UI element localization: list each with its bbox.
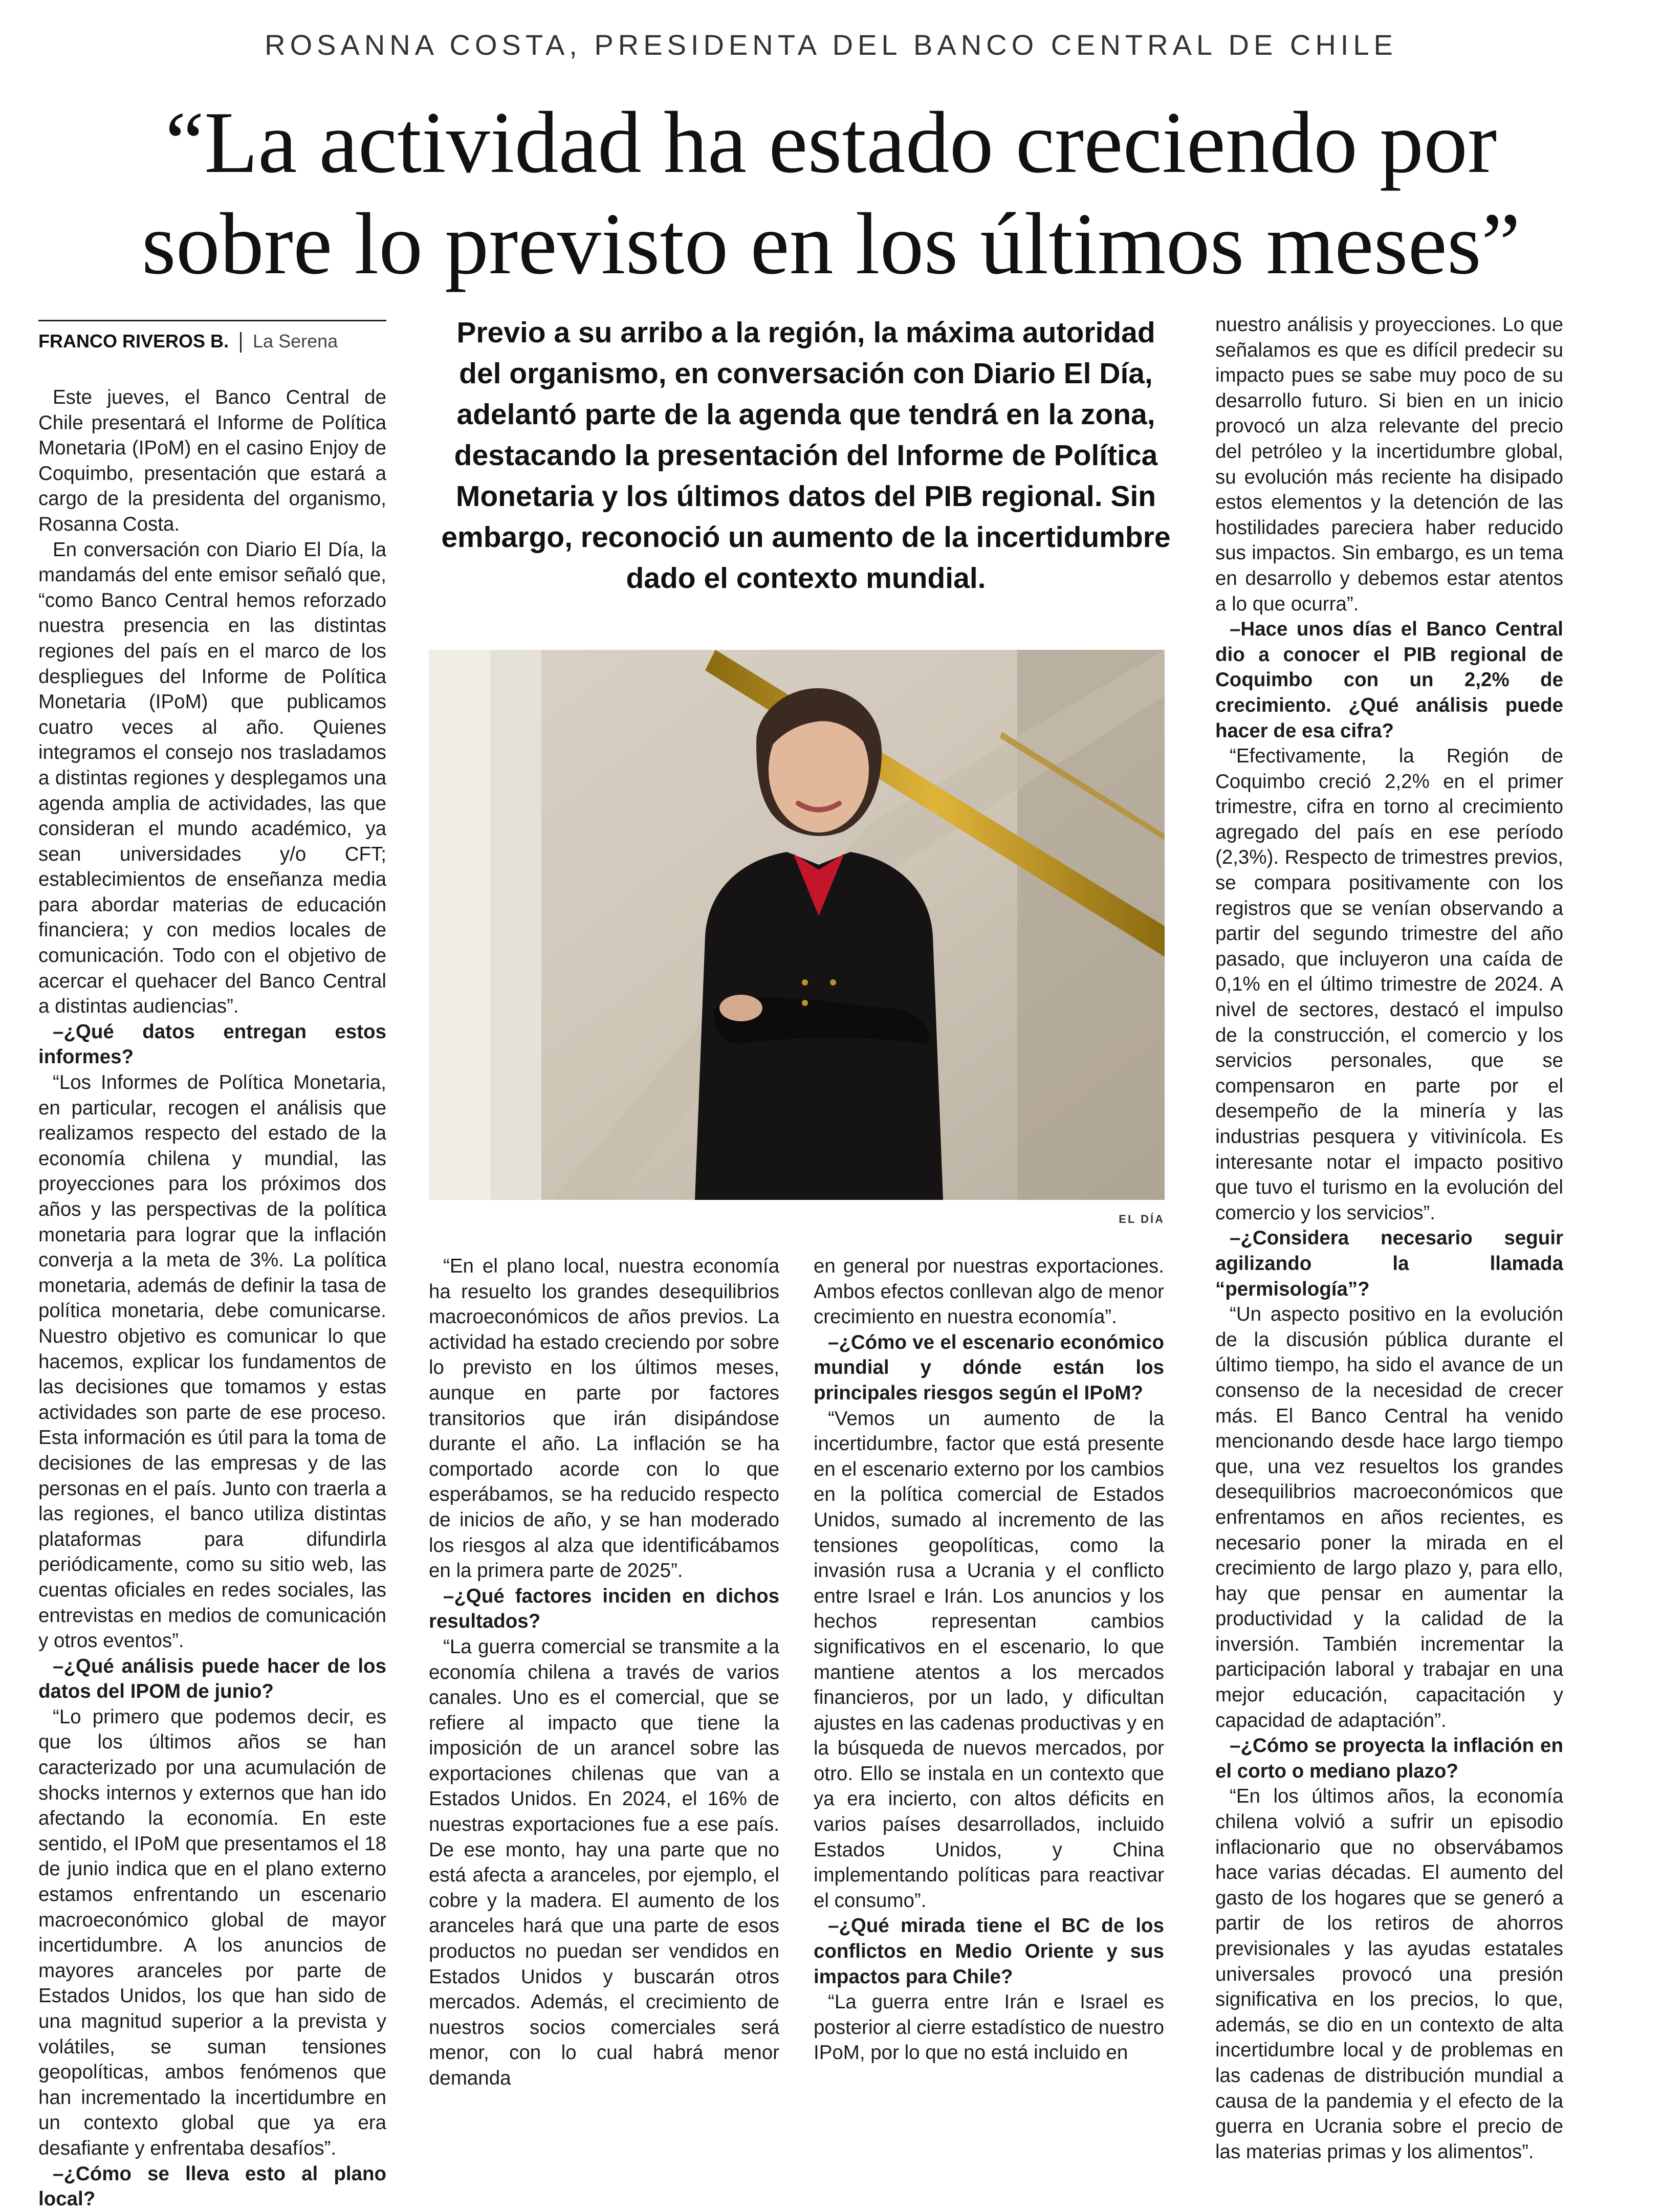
article-column-3 <box>814 1254 1164 2066</box>
paragraph: “Los Informes de Política Monetaria, en particular, recogen el análisis que realizamos respecto del estado de la economía chilena y mundial, las proyecciones para los próximos dos años y las perspectivas de la política monetaria para lograr que la inflación converja a la meta de 3%. La política monetaria, además de definir la tasa de política monetaria, debe comunicarse. Nuestro objetivo es comunicar lo que hacemos, explicar los fundamentos de las decisiones que tomamos y estas actividades son parte de ese proceso. Esta información es útil para la toma de decisiones de las empresas y de las personas en el país. Junto con traerla a las regiones, el banco utiliza distintas plataformas para difundirla periódicamente, como su sitio web, las cuentas oficiales en redes sociales, las entrevistas en medios de comunicación y otros eventos”. <box>38 1071 386 1652</box>
paragraph: “La guerra comercial se transmite a la economía chilena a través de varios canales. Uno es el comercial, que se refiere al impacto que tiene la imposición de un arancel sobre las exportaciones chilenas que van a Estados Unidos. En 2024, el 16% de nuestras exportaciones fue a ese país. De ese monto, hay una parte que no está afecta a aranceles, por ejemplo, el cobre y la madera. El aumento de los aranceles hará que una parte de esos productos no puedan ser vendidos en Estados Unidos y buscarán otros mercados. Además, el crecimiento de nuestros socios comerciales será menor, con lo cual habrá menor demanda <box>429 1635 779 2089</box>
question: –¿Qué factores inciden en dichos resultados? <box>429 1585 779 1633</box>
kicker: ROSANNA COSTA, PRESIDENTA DEL BANCO CENTRAL DE CHILE <box>265 29 1397 61</box>
byline <box>38 320 386 353</box>
question: –¿Considera necesario seguir agilizando la llamada “permisología”? <box>1215 1227 1563 1300</box>
question: –¿Qué mirada tiene el BC de los conflictos en Medio Oriente y sus impactos para Chile? <box>814 1915 1164 1988</box>
photo-credit: EL DÍA <box>1119 1213 1165 1225</box>
paragraph: nuestro análisis y proyecciones. Lo que señalamos es que es difícil predecir su impacto pues se sabe muy poco de su desarrollo futuro. Si bien en un inicio provocó un alza relevante del precio del petróleo y la incertidumbre global, su evolución más reciente ha disipado estos elementos y la detención de las hostilidades pareciera haber reducido sus impactos. Sin embargo, es un tema en desarrollo y debemos estar atentos a lo que ocurra”. <box>1215 314 1563 615</box>
paragraph: “Vemos un aumento de la incertidumbre, factor que está presente en el escenario externo por los cambios en la política comercial de Estados Unidos, sumado al incremento de las tensiones geopolíticas, como la invasión rusa a Ucrania y el conflicto entre Israel e Irán. Los anuncios y los hechos representan cambios significativos en el escenario, lo que mantiene atentos a los mercados financieros, por un lado, y dificultan ajustes en las cadenas productivas y en la búsqueda de nuevos mercados, por otro. Ello se instala en un contexto que ya era incierto, con altos déficits en varios países desarrollados, incluido Estados Unidos, y China implementando políticas para reactivar el consumo”. <box>814 1407 1164 1912</box>
byline-location: La Serena <box>253 331 338 352</box>
paragraph: “La guerra entre Irán e Israel es posterior al cierre estadístico de nuestro IPoM, por lo que no está incluido en <box>814 1991 1164 2064</box>
byline-divider <box>240 332 242 353</box>
question: –¿Cómo se proyecta la inflación en el corto o mediano plazo? <box>1215 1735 1563 1782</box>
paragraph: “En el plano local, nuestra economía ha resuelto los grandes desequilibrios macroeconómicos de años previos. La actividad ha estado creciendo por sobre lo previsto en los últimos meses, aunque en parte por factores transitorios que irán disipándose durante el año. La inflación se ha comportado acorde con lo que esperábamos, se ha reducido respecto de inicios de año, y se han moderado los riesgos al alza que identificábamos en la primera parte de 2025”. <box>429 1255 779 1582</box>
paragraph: Este jueves, el Banco Central de Chile presentará el Informe de Política Monetaria (IPoM) en el casino Enjoy de Coquimbo, presentación que estará a cargo de la presidenta del organismo, Rosanna Costa. <box>38 386 386 535</box>
question: –¿Qué análisis puede hacer de los datos del IPOM de junio? <box>38 1655 386 1703</box>
byline-author: FRANCO RIVEROS B. <box>38 331 229 352</box>
article-column-4 <box>1215 312 1563 2164</box>
portrait-illustration <box>429 650 1165 1200</box>
question: –¿Cómo ve el escenario económico mundial y dónde están los principales riesgos según el IPoM? <box>814 1331 1164 1404</box>
paragraph: “Efectivamente, la Región de Coquimbo creció 2,2% en el primer trimestre, cifra en torno al crecimiento agregado del país en ese período (2,3%). Respecto de trimestres previos, se compara positivamente con los registros que se venían observando a partir del segundo trimestre del año pasado, que incluyeron una caída de 0,1% en el último trimestre de 2024. A nivel de sectores, destacó el impulso de la construcción, el comercio y los servicios personales, que se compensaron en parte por el desempeño de la minería y las industrias pesquera y vitivinícola. Es interesante notar el impacto positivo que tuvo el turismo en la evolución del comercio y los servicios”. <box>1215 745 1563 1224</box>
headline-line-2: sobre lo previsto en los últimos meses” <box>141 195 1521 293</box>
paragraph: “Un aspecto positivo en la evolución de la discusión pública durante el último tiempo, ha sido el avance de un consenso de la necesidad de crecer más. El Banco Central ha venido mencionando desde hace largo tiempo que, una vez resueltos los grandes desequilibrios macroeconómicos que enfrentamos en años recientes, es necesario poner la mirada en el crecimiento de largo plazo y, para ello, hay que pensar en aumentar la productividad y la calidad de la inversión. También incrementar la participación laboral y trabajar en una mejor educación, capacitación y capacidad de adaptación”. <box>1215 1303 1563 1732</box>
article-column-2 <box>429 1254 779 2091</box>
paragraph: “Lo primero que podemos decir, es que los últimos años se han caracterizado por una acumulación de shocks internos y externos que han ido afectando la economía. En este sentido, el IPoM que presentamos el 18 de junio indica que en el plano externo estamos enfrentando un escenario macroeconómico global de mayor incertidumbre. A los anuncios de mayores aranceles por parte de Estados Unidos, los que han sido de una magnitud superior a la prevista y volátiles, se suman tensiones geopolíticas, ambos fenómenos que han incrementado la incertidumbre en un contexto global que ya era desafiante y enfrentaba desafíos”. <box>38 1705 386 2159</box>
question: –Hace unos días el Banco Central dio a conocer el PIB regional de Coquimbo con un 2,2% de crecimiento. ¿Qué análisis puede hacer de esa cifra? <box>1215 618 1563 742</box>
paragraph: en general por nuestras exportaciones. Ambos efectos conllevan algo de menor crecimiento en nuestra economía”. <box>814 1255 1164 1328</box>
article-column-1 <box>38 385 386 2212</box>
paragraph: “En los últimos años, la economía chilena volvió a sufrir un episodio inflacionario que no observábamos hace varias décadas. El aumento del gasto de los hogares que se generó a partir de los retiros de ahorros previsionales y las ayudas estatales universales provocó una presión significativa en los precios, lo que, además, se dio en un contexto de alta incertidumbre local y de problemas en las cadenas de distribución mundial a causa de la pandemia y el efecto de la guerra en Ucrania sobre el precio de las materias primas y los alimentos”. <box>1215 1785 1563 2163</box>
lead-paragraph: Previo a su arribo a la región, la máxima autoridad del organismo, en conversación con Diario El Día, adelantó parte de la agenda que tendrá en la zona, destacando la presentación del Informe de Política Monetaria y los últimos datos del PIB regional. Sin embargo, reconoció un aumento de la incertidumbre dado el contexto mundial. <box>441 316 1171 595</box>
question: –¿Cómo se lleva esto al plano local? <box>38 2162 386 2210</box>
headline-line-1: “La actividad ha estado creciendo por <box>165 94 1497 191</box>
headline <box>31 92 1631 295</box>
portrait-photo <box>429 650 1165 1200</box>
question: –¿Qué datos entregan estos informes? <box>38 1020 386 1068</box>
paragraph: En conversación con Diario El Día, la mandamás del ente emisor señaló que, “como Banco Central hemos reforzado nuestra presencia en las distintas regiones del país en el marco de los despliegues del Informe de Política Monetaria (IPoM) que publicamos cuatro veces al año. Quienes integramos el consejo nos trasladamos a distintas regiones y desplegamos una agenda amplia de actividades, las que consideran el mundo académico, ya sean universidades y/o CFT; establecimientos de enseñanza media para abordar materias de educación financiera; y con medios locales de comunicación. Todo con el objetivo de acercar el quehacer del Banco Central a distintas audiencias”. <box>38 538 386 1018</box>
